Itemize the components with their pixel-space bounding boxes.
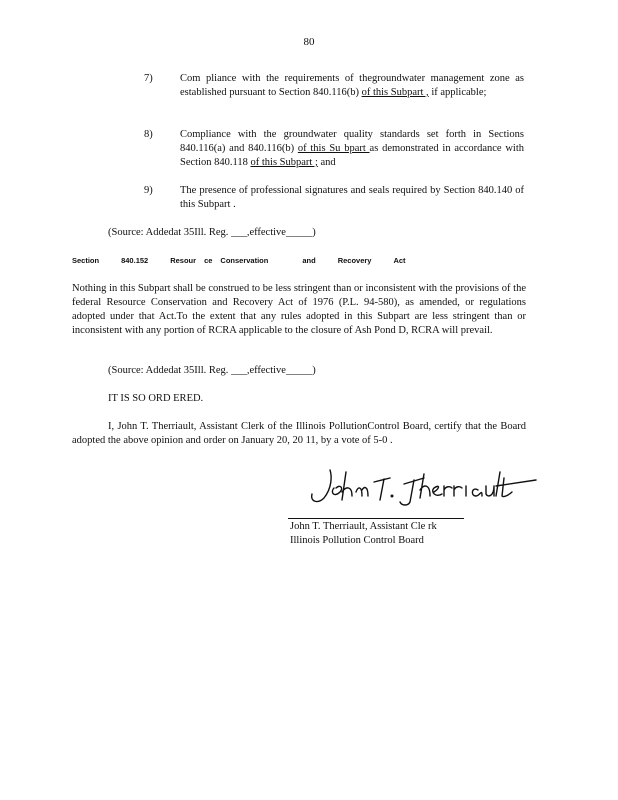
handwritten-signature: [300, 462, 540, 510]
signer-organization: Illinois Pollution Control Board: [290, 535, 424, 546]
list-item-number: 9): [144, 185, 153, 196]
section-body: Nothing in this Subpart shall be construed to be less stringent than or inconsistent with the provisions of the federal Resource Conservation and Recovery Act of 1976 (P.L. 94-580), as amended, or regulations adopted under that Act.To the extent that any rules adopted in this Subpart are less stringent than or inconsistent with any portion of RCRA applicable to the closure of Ash Pond D, RCRA will prevail.: [72, 283, 526, 336]
signer-name: John T. Therriault, Assistant Cle rk: [290, 521, 437, 532]
source-note: (Source: Addedat 35Ill. Reg. ___,effective_____): [108, 365, 316, 376]
order-statement: IT IS SO ORD ERED.: [108, 393, 204, 404]
signer-block: [290, 520, 437, 548]
certification-paragraph: I, John T. Therriault, Assistant Clerk of the Illinois PollutionControl Board, certify that the Board adopted the above opinion and order on January 20, 20 11, by a vote of 5-0 .: [72, 421, 526, 446]
section-heading: Section 840.152 Resour ce Conservation and Recovery Act: [72, 256, 406, 265]
list-item-text: The presence of professional signatures and seals required by Section 840.140 of this Subpart .: [180, 185, 524, 210]
source-note: (Source: Addedat 35Ill. Reg. ___,effective_____): [108, 227, 316, 238]
signature-line: [288, 518, 464, 519]
list-item-text: Compliance with the groundwater quality standards set forth in Sections 840.116(a) and 840.116(b) of this Su bpart as demonstrated in accordance with Section 840.118 of this Subpart ; and: [180, 129, 524, 168]
list-item-number: 7): [144, 73, 153, 84]
page-number: 80: [303, 36, 315, 48]
list-item-text: Com pliance with the requirements of thegroundwater management zone as established pursuant to Section 840.116(b) of this Subpart , if applicable;: [180, 73, 524, 98]
list-item-number: 8): [144, 129, 153, 140]
